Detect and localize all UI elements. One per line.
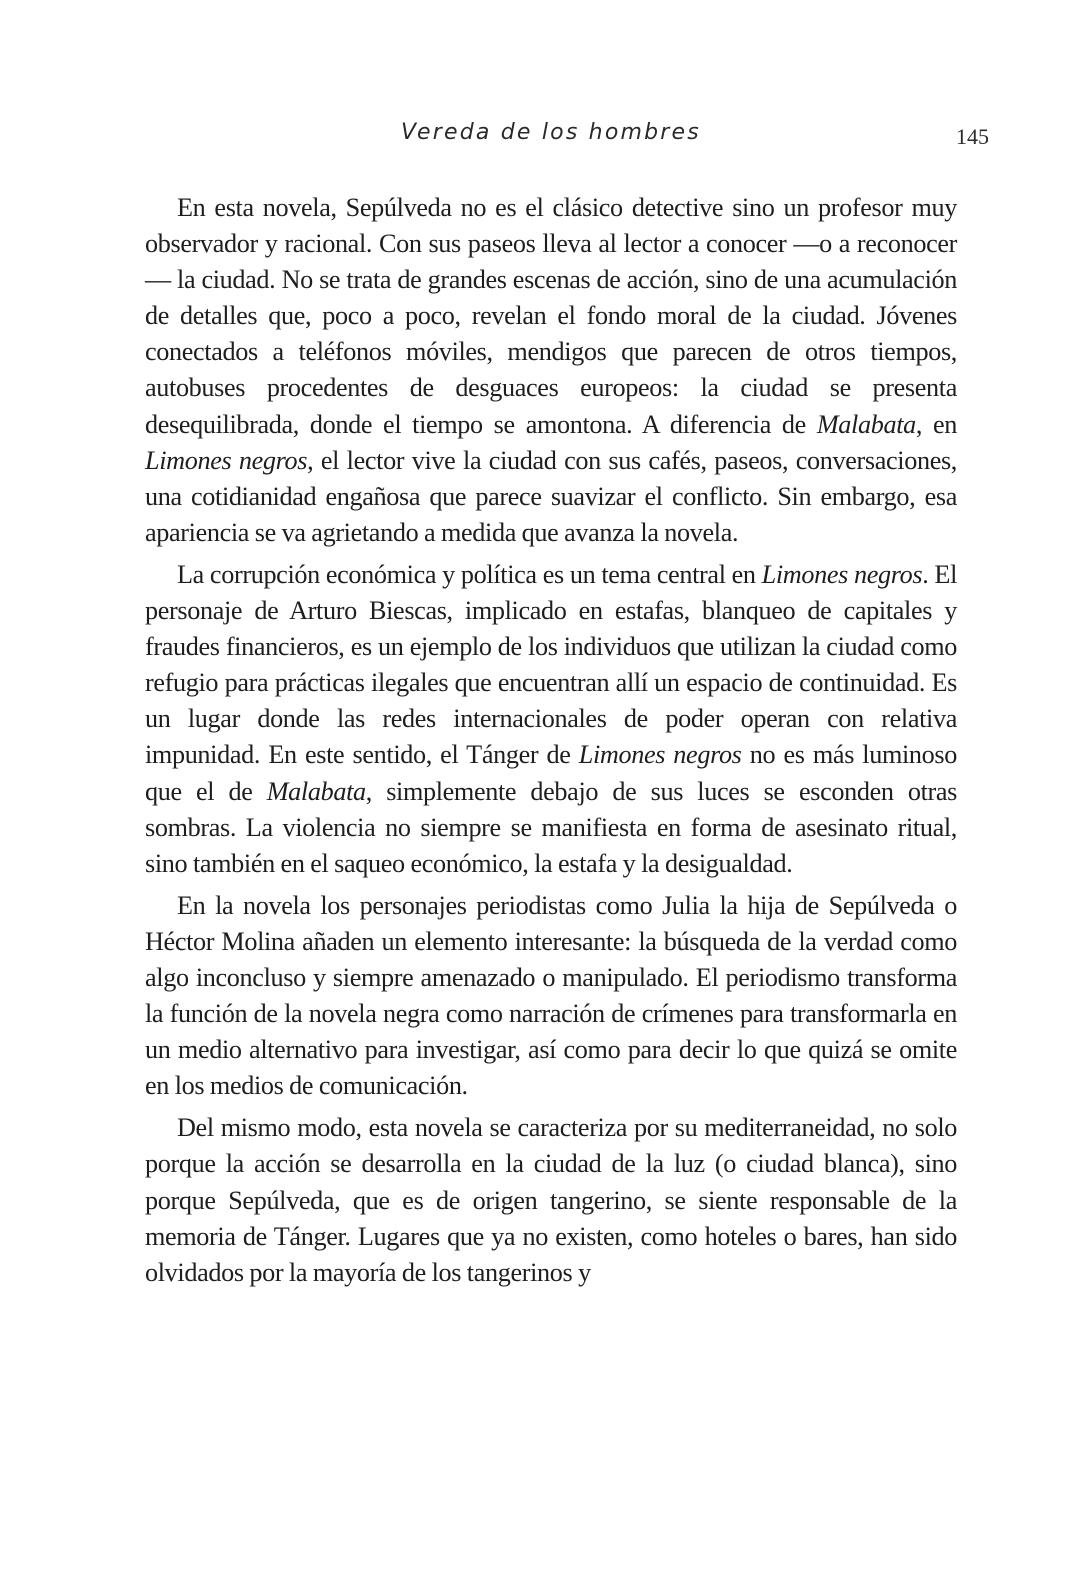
running-head — [145, 120, 989, 156]
text-run: , el lector vive la ciudad con sus cafés, paseos, conversaciones, una cotidianidad engañosa que parece suavizar el conflicto. Sin embargo, esa apariencia se va agrietando a medida que avanza la novela. — [145, 445, 958, 547]
text-run: , en — [915, 409, 957, 439]
text-run: En la novela los personajes periodistas como Julia la hija de Sepúlveda o Héctor Molina añaden un elemento interesante: la búsqueda de la verdad como algo inconcluso y siempre amenazado o manipulado. El periodismo transforma la función de la novela negra como narración de crímenes para transformarla en un medio alternativo para investigar, así como para decir lo que quizá se omite en los medios de comunicación. — [145, 890, 957, 1101]
text-run: La corrupción económica y política es un tema central en — [177, 559, 762, 589]
text-run: En esta novela, Sepúlveda no es el clásico detective sino un profesor muy observador y racional. Con sus paseos lleva al lector a conocer —o a reconocer— la ciudad. No se trata de grandes escenas de acción, sino de una acumulación de detalles que, poco a poco, revelan el fondo moral de la ciudad. Jóvenes conectados a teléfonos móviles, mendigos que parecen de otros tiempos, autobuses procedentes de desguaces europeos: la ciudad se presenta desequilibrada, donde el tiempo se amontona. A diferencia de — [145, 193, 957, 439]
paragraph-1 — [145, 190, 957, 551]
paragraph-4 — [145, 1110, 957, 1290]
running-title: Vereda de los hombres — [401, 120, 701, 145]
paragraph-2 — [145, 557, 957, 882]
text-run: . El personaje de Arturo Biescas, implicado en estafas, blanqueo de capitales y fraudes financieros, es un ejemplo de los individuos que utilizan la ciudad como refugio para prácticas ilegales que encuentran allí un espacio de continuidad. Es un lugar donde las redes internacionales de poder operan con relativa impunidad. En este sentido, el Tánger de — [145, 559, 958, 770]
book-title-malabata: Malabata — [266, 776, 366, 806]
book-title-limones-negros: Limones negros — [145, 445, 308, 475]
paragraph-3 — [145, 888, 957, 1105]
book-title-malabata: Malabata — [816, 409, 916, 439]
text-run: no es más luminoso que el de — [145, 740, 957, 806]
page-number: 145 — [956, 124, 989, 149]
text-run: Del mismo modo, esta novela se caracteriza por su mediterraneidad, no solo porque la acción se desarrolla en la ciudad de la luz (o ciudad blanca), sino porque Sepúlveda, que es de origen tangerino, se siente responsable de la memoria de Tánger. Lugares que ya no existen, como hoteles o bares, han sido olvidados por la mayoría de los tangerinos y — [145, 1113, 957, 1287]
book-title-limones-negros: Limones negros — [761, 559, 923, 589]
text-run: , simplemente debajo de sus luces se esconden otras sombras. La violencia no siempre se manifiesta en forma de asesinato ritual, sino también en el saqueo económico, la estafa y la desigualdad. — [145, 776, 957, 878]
body-text — [145, 190, 957, 1297]
book-title-limones-negros: Limones negros — [578, 740, 742, 770]
